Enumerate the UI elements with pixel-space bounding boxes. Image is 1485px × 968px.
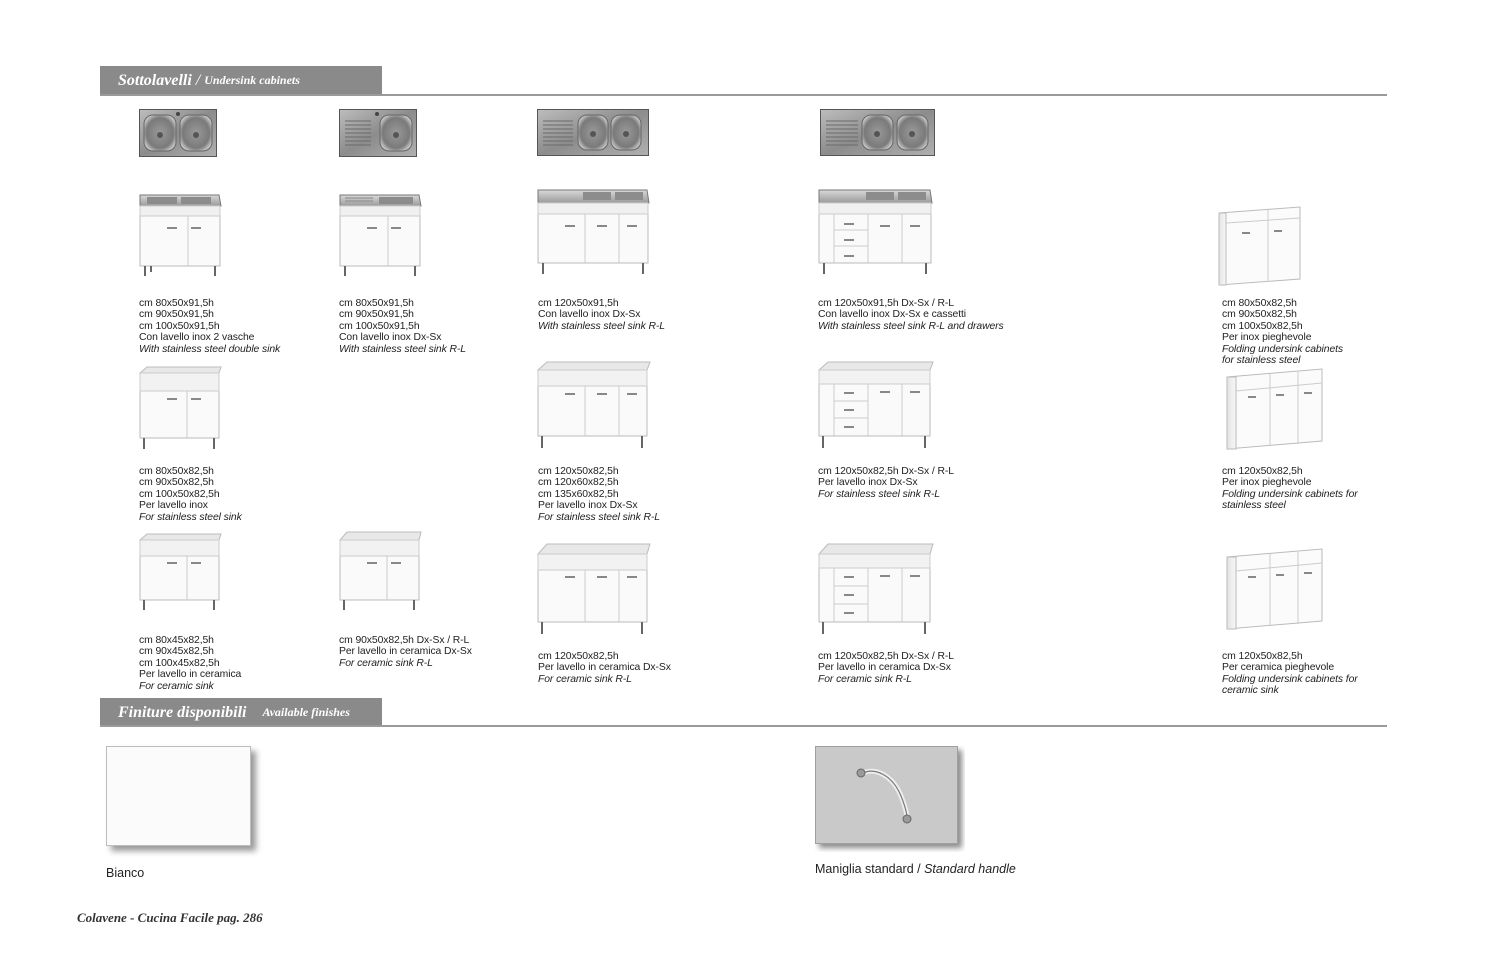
- white-finish-label: Bianco: [106, 866, 145, 880]
- caption-line: cm 120x50x82,5h: [1222, 651, 1303, 662]
- caption-line: Per lavello in ceramica Dx-Sx: [538, 662, 671, 674]
- caption-line: cm 80x50x91,5h: [139, 298, 214, 309]
- caption-line-en: For stainless steel sink: [139, 511, 242, 523]
- cabinet-80-double-sink-image: [139, 190, 223, 280]
- cabinet-120-inox-image: [537, 360, 652, 452]
- caption-line: cm 120x50x82,5h: [1222, 466, 1303, 477]
- caption-line: cm 120x50x82,5h Dx-Sx / R-L: [818, 651, 954, 662]
- caption-folding-80: [1222, 298, 1343, 366]
- caption-line: cm 120x50x82,5h: [538, 466, 619, 477]
- caption-line: cm 120x50x91,5h Dx-Sx / R-L: [818, 298, 954, 309]
- caption-line-en: With stainless steel sink R-L: [538, 320, 665, 332]
- section-rule: [100, 725, 1387, 727]
- caption-line-en: For ceramic sink R-L: [339, 657, 433, 669]
- cabinet-80-ceramic-image: [139, 532, 223, 612]
- sink-single-drainer-image: [339, 109, 417, 157]
- caption-line: cm 90x50x82,5h Dx-Sx / R-L: [339, 635, 470, 646]
- cabinet-120-ceramic-image: [537, 542, 652, 636]
- caption-line: Per inox pieghevole: [1222, 477, 1312, 489]
- caption-120-ceramic-drawers: [818, 651, 954, 685]
- caption-90-ceramic: [339, 635, 472, 669]
- caption-line: cm 120x50x82,5h: [538, 651, 619, 662]
- caption-single-sink: [339, 298, 466, 355]
- folding-cabinet-120-image: [1226, 365, 1324, 453]
- caption-line-en: For ceramic sink R-L: [818, 673, 912, 685]
- caption-line: cm 120x50x82,5h Dx-Sx / R-L: [818, 466, 954, 477]
- white-finish-swatch: [106, 746, 251, 846]
- caption-line: cm 90x50x91,5h: [339, 309, 414, 321]
- caption-line: cm 80x50x91,5h: [339, 298, 414, 309]
- caption-line: cm 90x50x82,5h: [1222, 309, 1297, 321]
- caption-line: cm 120x60x82,5h: [538, 477, 619, 489]
- cabinet-80-single-sink-image: [339, 190, 423, 280]
- section-rule: [100, 94, 1387, 96]
- caption-line: cm 100x50x82,5h: [139, 488, 220, 500]
- cabinet-80-inox-image: [139, 365, 223, 451]
- folding-cabinet-80-image: [1218, 205, 1302, 289]
- caption-120-sink-drawers: [818, 298, 1004, 332]
- caption-line-en: stainless steel: [1222, 500, 1286, 512]
- section-subtitle: Available finishes: [262, 705, 350, 719]
- caption-line: cm 120x50x91,5h: [538, 298, 619, 309]
- caption-folding-ceramic: [1222, 651, 1358, 697]
- caption-line: Con lavello inox 2 vasche: [139, 332, 255, 344]
- caption-line: Per ceramica pieghevole: [1222, 662, 1335, 674]
- caption-line-en: With stainless steel sink R-L: [339, 343, 466, 355]
- caption-line-en: ceramic sink: [1222, 685, 1279, 697]
- caption-line-en: For stainless steel sink R-L: [818, 488, 940, 500]
- folding-cabinet-120-ceramic-image: [1226, 545, 1324, 633]
- cabinet-120-sink-image: [537, 184, 652, 276]
- caption-line: cm 90x50x91,5h: [139, 309, 214, 321]
- cabinet-90-ceramic-image: [339, 530, 423, 612]
- cabinet-120-inox-drawers-image: [818, 360, 936, 452]
- caption-80-inox: [139, 466, 242, 523]
- sink-double-bowl-image: [139, 109, 217, 157]
- section-title-separator: /: [191, 71, 205, 89]
- caption-line: Per lavello inox Dx-Sx: [538, 500, 638, 512]
- caption-line-en: For stainless steel sink R-L: [538, 511, 660, 523]
- caption-line: cm 100x50x91,5h: [139, 320, 220, 332]
- section-subtitle: Undersink cabinets: [204, 73, 300, 87]
- caption-120-inox: [538, 466, 660, 523]
- caption-line: cm 90x50x82,5h: [139, 477, 214, 489]
- caption-line: Per lavello inox: [139, 500, 208, 512]
- caption-line: cm 100x45x82,5h: [139, 657, 220, 669]
- section-title: Finiture disponibili: [118, 703, 247, 721]
- sink-double-bowl-drainer-image: [537, 109, 649, 156]
- caption-120-ceramic: [538, 651, 671, 685]
- page-footer: Colavene - Cucina Facile pag. 286: [77, 910, 263, 925]
- caption-line: cm 135x60x82,5h: [538, 488, 619, 500]
- caption-line: Per lavello in ceramica Dx-Sx: [818, 662, 951, 674]
- section-title: Sottolavelli: [118, 71, 192, 89]
- caption-line: cm 80x45x82,5h: [139, 635, 214, 646]
- caption-line: cm 100x50x91,5h: [339, 320, 420, 332]
- handle-label-it: Maniglia standard: [815, 862, 914, 876]
- caption-120-sink: [538, 298, 665, 332]
- caption-line-en: Folding undersink cabinets for: [1222, 673, 1358, 685]
- standard-handle-image: [815, 746, 965, 852]
- caption-line-en: With stainless steel sink R-L and drawers: [818, 320, 1004, 332]
- caption-line-en: for stainless steel: [1222, 355, 1301, 367]
- caption-line-en: With stainless steel double sink: [139, 343, 281, 355]
- caption-line: cm 80x50x82,5h: [1222, 298, 1297, 309]
- caption-line-en: Folding undersink cabinets: [1222, 343, 1344, 355]
- caption-line: Per inox pieghevole: [1222, 332, 1312, 344]
- caption-line: Con lavello inox Dx-Sx: [538, 309, 641, 321]
- handle-label-separator: /: [913, 862, 925, 876]
- caption-line: Per lavello inox Dx-Sx: [818, 477, 918, 489]
- caption-line: Per lavello in ceramica Dx-Sx: [339, 646, 472, 658]
- caption-line: cm 100x50x82,5h: [1222, 320, 1303, 332]
- caption-line: cm 80x50x82,5h: [139, 466, 214, 477]
- cabinet-120-ceramic-drawers-image: [818, 542, 936, 636]
- caption-double-sink: [139, 298, 280, 355]
- caption-line: Per lavello in ceramica: [139, 669, 242, 681]
- cabinet-120-sink-drawers-image: [818, 184, 936, 276]
- caption-80-ceramic: [139, 635, 241, 692]
- caption-line: Con lavello inox Dx-Sx e cassetti: [818, 309, 967, 321]
- caption-line-en: Folding undersink cabinets for: [1222, 488, 1358, 500]
- section-header-finishes: [100, 698, 382, 727]
- caption-folding-120: [1222, 466, 1358, 512]
- caption-line: cm 90x45x82,5h: [139, 646, 214, 658]
- standard-handle-label: [815, 862, 1016, 876]
- caption-120-inox-drawers: [818, 466, 954, 500]
- caption-line-en: For ceramic sink: [139, 680, 214, 692]
- sink-double-bowl-drainer-drawers-image: [820, 109, 935, 156]
- caption-line: Con lavello inox Dx-Sx: [339, 332, 442, 344]
- section-header-undersink: [100, 66, 382, 95]
- caption-line-en: For ceramic sink R-L: [538, 673, 632, 685]
- handle-label-en: Standard handle: [924, 862, 1016, 876]
